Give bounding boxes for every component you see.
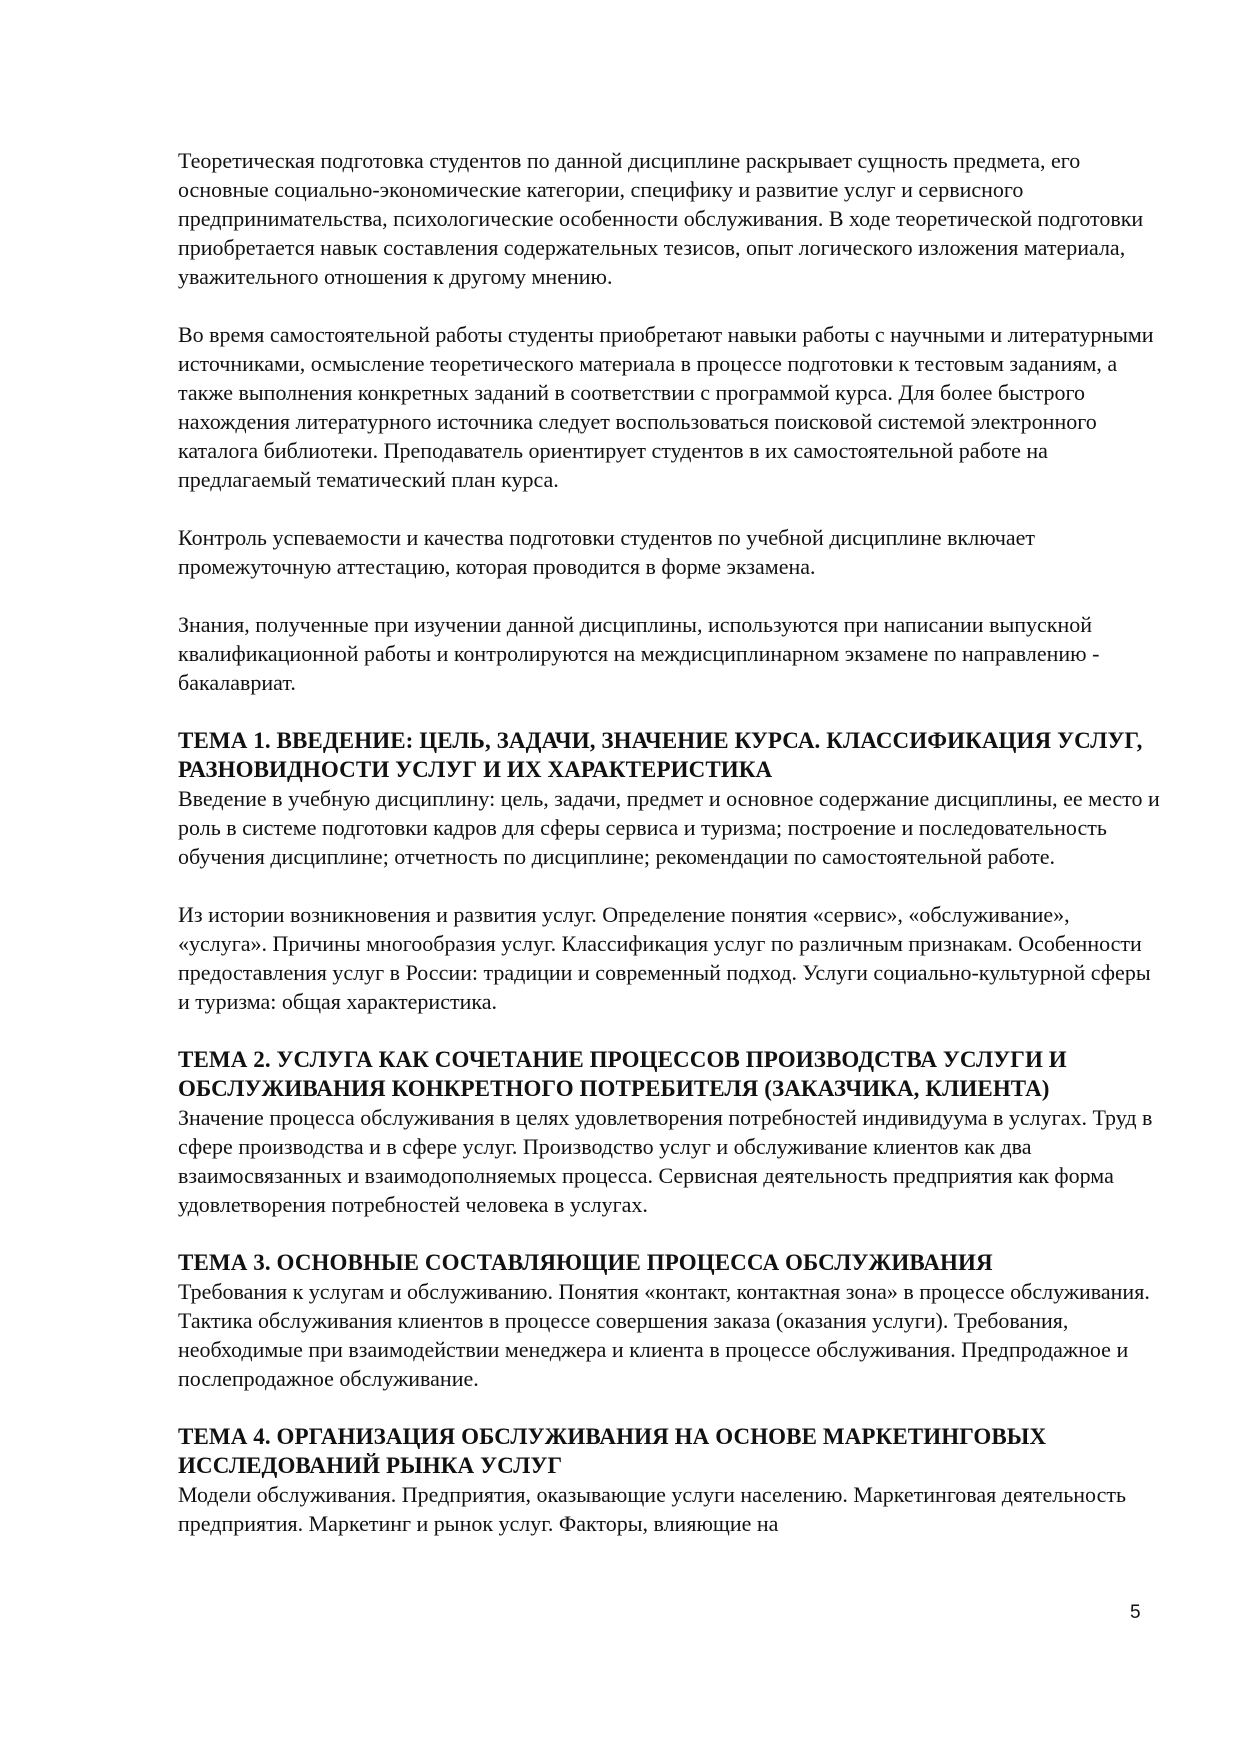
topic-1-heading: ТЕМА 1. ВВЕДЕНИЕ: ЦЕЛЬ, ЗАДАЧИ, ЗНАЧЕНИЕ КУРСА. КЛАССИФИКАЦИЯ УСЛУГ, РАЗНОВИДНОСТИ УСЛУГ И ИХ ХАРАКТЕРИСТИКА [178, 728, 1143, 782]
intro-paragraph-1: Теоретическая подготовка студентов по данной дисциплине раскрывает сущность предмета, его основные социально-экономические категории, специфику и развитие услуг и сервисного предпринимательства, психологические особенности обслуживания. В ходе теоретической подготовки приобретается навык составления содержательных тезисов, опыт логического изложения материала, уважительного отношения к другому мнению. [178, 148, 1144, 289]
intro-paragraph-2: Во время самостоятельной работы студенты приобретают навыки работы с научными и литературными источниками, осмысление теоретического материала в процессе подготовки к тестовым заданиям, а также выполнения конкретных заданий в соответствии с программой курса. Для более быстрого нахождения литературного источника следует воспользоваться поисковой системой электронного каталога библиотеки. Преподаватель ориентирует студентов в их самостоятельной работе на предлагаемый тематический план курса. [178, 322, 1154, 492]
topic-1-paragraph-2: Из истории возникновения и развития услуг. Определение понятия «сервис», «обслуживание», «услуга». Причины многообразия услуг. Классификация услуг по различным признакам. Особенности предоставления услуг в России: традиции и современный подход. Услуги социально-культурной сферы и туризма: общая характеристика. [178, 902, 1151, 1014]
page-number: 5 [1130, 1602, 1141, 1623]
topic-2-paragraph-1: Значение процесса обслуживания в целях удовлетворения потребностей индивидуума в услугах. Труд в сфере производства и в сфере услуг. Производство услуг и обслуживание клиентов как два взаимосвязанных и взаимодополняемых процесса. Сервисная деятельность предприятия как форма удовлетворения потребностей человека в услугах. [178, 1105, 1153, 1217]
topic-2-section [178, 1045, 1163, 1219]
intro-paragraph-3: Контроль успеваемости и качества подготовки студентов по учебной дисциплине включает промежуточную аттестацию, которая проводится в форме экзамена. [178, 525, 1036, 579]
topic-1-section [178, 726, 1163, 1016]
topic-1-paragraph-1: Введение в учебную дисциплину: цель, задачи, предмет и основное содержание дисциплины, ее место и роль в системе подготовки кадров для сферы сервиса и туризма; построение и последовательность обучения дисциплине; отчетность по дисциплине; рекомендации по самостоятельной работе. [178, 786, 1160, 869]
topic-3-heading: ТЕМА 3. ОСНОВНЫЕ СОСТАВЛЯЮЩИЕ ПРОЦЕССА ОБСЛУЖИВАНИЯ [178, 1250, 993, 1275]
topic-2-heading: ТЕМА 2. УСЛУГА КАК СОЧЕТАНИЕ ПРОЦЕССОВ ПРОИЗВОДСТВА УСЛУГИ И ОБСЛУЖИВАНИЯ КОНКРЕТНОГО ПОТРЕБИТЕЛЯ (ЗАКАЗЧИКА, КЛИЕНТА) [178, 1047, 1067, 1101]
topic-4-paragraph-1: Модели обслуживания. Предприятия, оказывающие услуги населению. Маркетинговая деятельность предприятия. Маркетинг и рынок услуг. Факторы, влияющие на [178, 1482, 1126, 1536]
topic-3-paragraph-1: Требования к услугам и обслуживанию. Понятия «контакт, контактная зона» в процессе обслуживания. Тактика обслуживания клиентов в процессе совершения заказа (оказания услуги). Требования, необходимые при взаимодействии менеджера и клиента в процессе обслуживания. Предпродажное и послепродажное обслуживание. [178, 1279, 1150, 1391]
intro-paragraph-4: Знания, полученные при изучении данной дисциплины, используются при написании выпускной квалификационной работы и контролируются на междисциплинарном экзамене по направлению - бакалавриат. [178, 612, 1100, 695]
topic-3-section [178, 1248, 1163, 1393]
topic-4-heading: ТЕМА 4. ОРГАНИЗАЦИЯ ОБСЛУЖИВАНИЯ НА ОСНОВЕ МАРКЕТИНГОВЫХ ИССЛЕДОВАНИЙ РЫНКА УСЛУГ [178, 1424, 1047, 1478]
topic-4-section [178, 1422, 1163, 1538]
document-page [178, 146, 1163, 1567]
